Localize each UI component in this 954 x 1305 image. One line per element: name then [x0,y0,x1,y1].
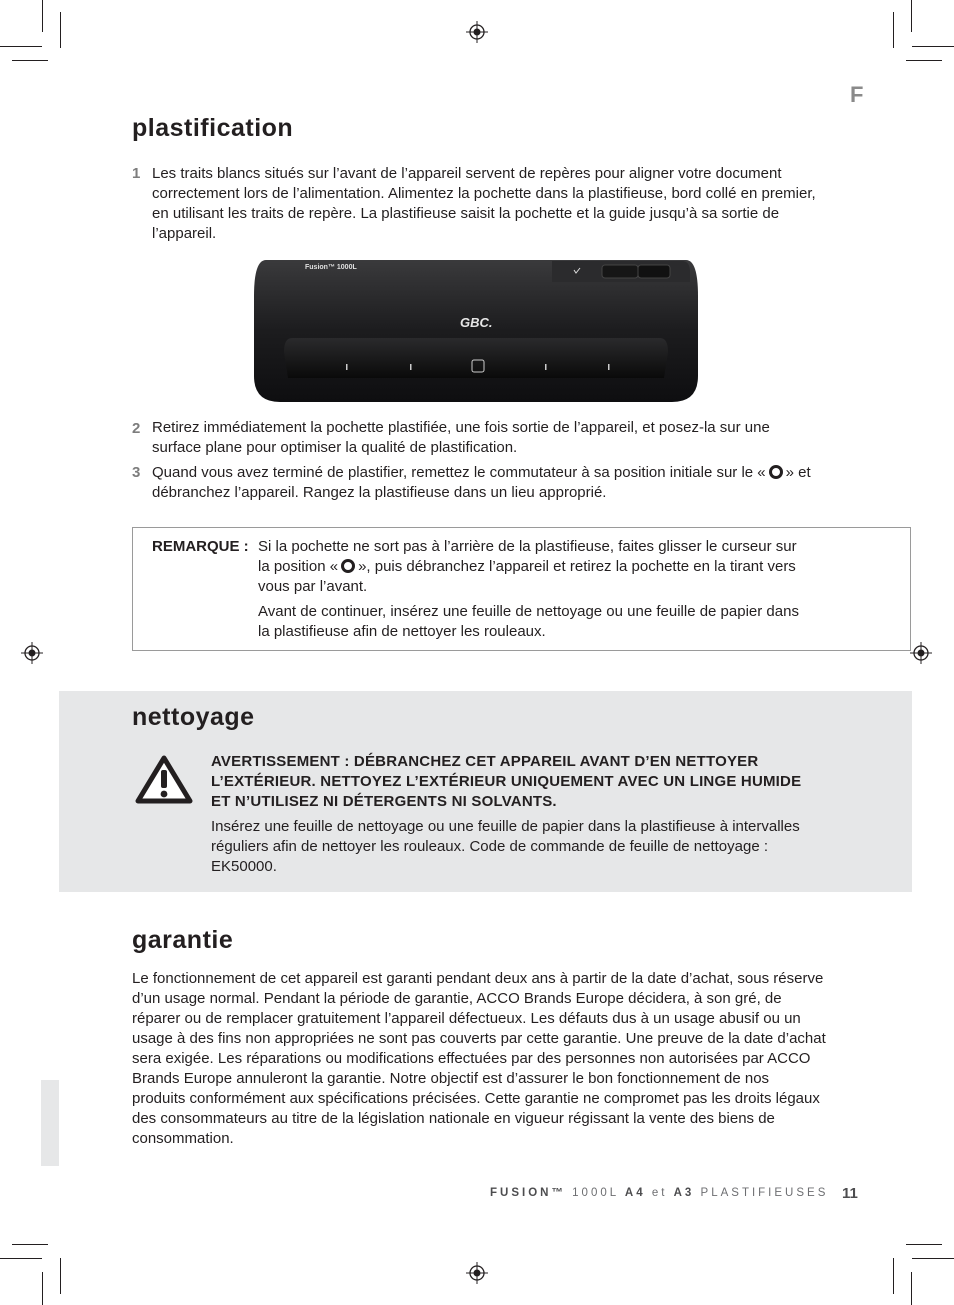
note-text-before: Si la pochette ne sort pas à l’arrière de la plastifieuse, faites glisser le curseur sur la position « [258,538,797,575]
crop-mark [893,12,894,48]
step-text: Les traits blancs situés sur l’avant de l’appareil servent de repères pour aligner votre document correctement lors de l’alimentation. Alimentez la pochette dans la plastifieuse, bord collé en premier, en utilisant les traits de repère. La plastifieuse saisit la pochette et la guide jusqu’à sa sortie de l’appareil. [152,165,816,242]
section-title-plastification: plastification [132,114,294,142]
registration-mark-icon [910,642,932,664]
warning-triangle-icon [135,754,193,804]
page-number: 11 [842,1185,858,1202]
registration-mark-icon [21,642,43,664]
footer-size-a3: A3 [673,1187,695,1199]
side-tab [41,1080,59,1166]
cleaning-text: Insérez une feuille de nettoyage ou une feuille de papier dans la plastifieuse à intervalles réguliers afin de nettoyer les rouleaux. Code de commande de feuille de nettoyage : EK50000. [211,818,800,875]
crop-mark [906,1244,942,1245]
footer [490,1187,828,1199]
footer-product: FUSION™ [490,1187,566,1199]
crop-mark [12,60,48,61]
crop-mark [60,12,61,48]
crop-mark [12,1244,48,1245]
warning-text: AVERTISSEMENT : DÉBRANCHEZ CET APPAREIL AVANT D’EN NETTOYER L’EXTÉRIEUR. NETTOYEZ L’EXTÉRIEUR UNIQUEMENT AVEC UN LINGE HUMIDE ET N’UTILISEZ NI DÉTERGENTS NI SOLVANTS. [211,753,802,810]
note-label: REMARQUE : [152,538,249,555]
crop-mark [42,0,43,32]
step-number: 1 [132,165,141,182]
warranty-text: Le fonctionnement de cet appareil est garanti pendant deux ans à partir de la date d’achat, sous réserve d’un usage normal. Pendant la période de garantie, ACCO Brands Europe décidera, à son gré, de réparer ou de remplacer gratuitement l’appareil défectueux. Les défauts dus à un usage abusif ou un usage à des fins non appropriées ne sont pas couverts par cette garantie. Une preuve de la date d’achat sera exigée. Les réparations ou modifications effectuées par des personnes non autorisées par ACCO Brands Europe annuleront la garantie. Notre objectif est d’assurer le bon fonctionnement de nos produits conformément aux spécifications précisées. Cette garantie ne compromet pas les droits légaux des consommateurs au titre de la législation nationale en vigueur régissant la vente des biens de consommation. [132,970,826,1147]
step-text-before: Quand vous avez terminé de plastifier, remettez le commutateur à sa position initiale sur le « [152,464,766,481]
gbc-logo: GBC. [460,315,493,330]
footer-category: PLASTIFIEUSES [700,1187,829,1199]
step-text [152,463,822,503]
footer-model: 1000L [572,1187,619,1199]
step-number: 3 [132,464,141,481]
crop-mark [912,46,954,47]
footer-size-a4: A4 [624,1187,646,1199]
crop-mark [906,60,942,61]
device-model-label: Fusion™ 1000L [305,264,357,271]
crop-mark [42,1272,43,1305]
laminator-image [252,256,700,404]
crop-mark [912,1258,954,1259]
crop-mark [0,1258,42,1259]
registration-mark-icon [466,21,488,43]
note-text-after: », puis débranchez l’appareil et retirez la pochette en la tirant vers vous par l’avant. [258,558,796,595]
note-text-2: Avant de continuer, insérez une feuille de nettoyage ou une feuille de papier dans la plastifieuse afin de nettoyer les rouleaux. [258,603,799,640]
language-tab: F [850,82,864,107]
step-text-after: » et débranchez l’appareil. Rangez la plastifieuse dans un lieu approprié. [152,464,811,501]
section-title-nettoyage: nettoyage [132,703,255,731]
note-text [258,537,803,597]
crop-mark [60,1258,61,1294]
crop-mark [893,1258,894,1294]
section-title-garantie: garantie [132,926,234,954]
crop-mark [911,0,912,32]
crop-mark [911,1272,912,1305]
footer-conj: et [651,1187,668,1199]
off-position-icon [341,559,355,573]
off-position-icon [769,465,783,479]
step-text: Retirez immédiatement la pochette plastifiée, une fois sortie de l’appareil, et posez-la sur une surface plane pour optimiser la qualité de plastification. [152,419,770,456]
step-number: 2 [132,420,141,437]
registration-mark-icon [466,1262,488,1284]
crop-mark [0,46,42,47]
